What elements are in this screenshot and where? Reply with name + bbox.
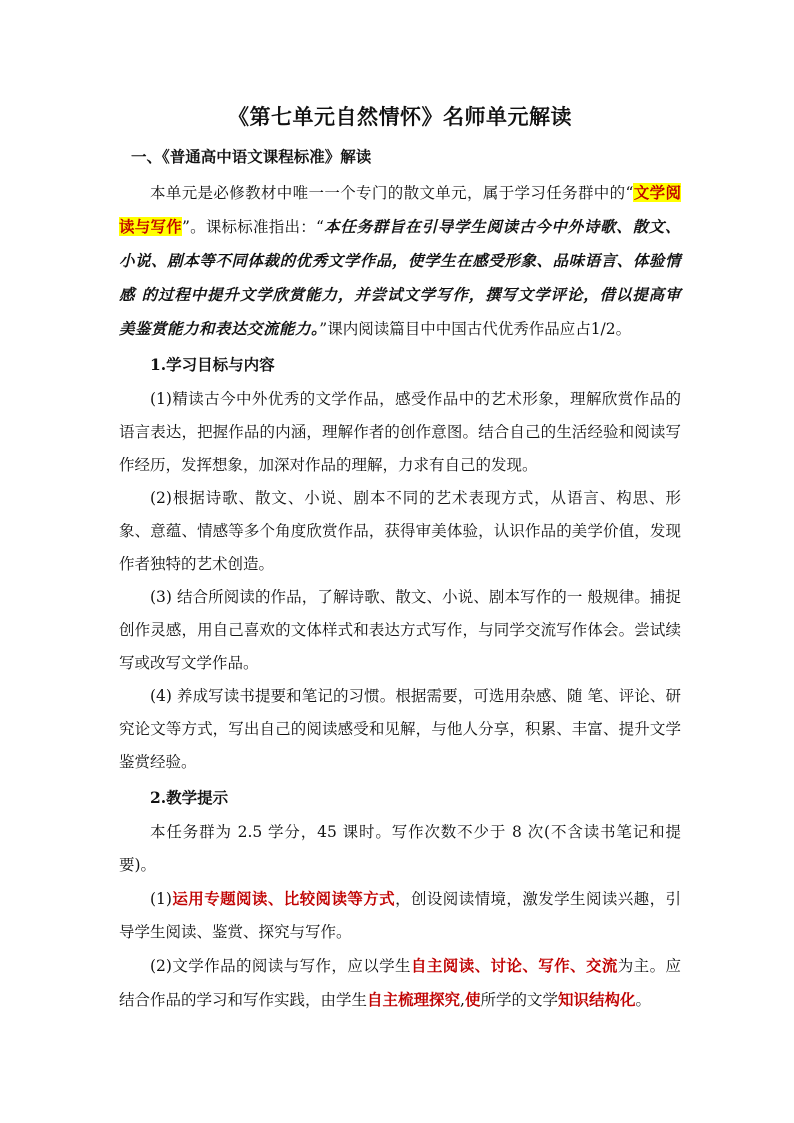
- tip2-text-e: 。: [635, 991, 652, 1009]
- goal-item-4: (4) 养成写读书提要和笔记的习惯。根据需要，可选用杂感、随 笔、评论、研究论文等方式，写出自己的阅读感受和见解，与他人分享，积累、丰富、提升文学鉴赏经验。: [119, 687, 681, 771]
- tip2-text-d: 所学的文学: [480, 991, 558, 1009]
- intro-text-a: 本单元是必修教材中唯一一个专门的散文单元，属于学习任务群中的“: [150, 184, 634, 202]
- highlighted-term: 文学阅读与写作: [119, 183, 681, 236]
- intro-paragraph: [119, 176, 681, 346]
- subheading-goals: 1.学习目标与内容: [150, 355, 275, 374]
- tip2-emphasis-2: 自主梳理探究: [367, 990, 461, 1009]
- tip2-emphasis-3: 使: [464, 990, 481, 1009]
- intro-text-c: ”课内阅读篇目中中国古代优秀作品应占1/2。: [319, 320, 632, 338]
- tips-intro: 本任务群为 2.5 学分，45 课时。写作次数不少于 8 次(不含读书笔记和提要)。: [119, 823, 681, 874]
- tip1-text: ，创设阅读情境，激发学生阅读兴趣，引导学生阅读、鉴赏、探究与写作。: [119, 890, 681, 941]
- document-body: [119, 100, 681, 1017]
- section-heading: 一、《普通高中语文课程标准》解读: [131, 147, 372, 166]
- tip2-text-c: ,: [460, 991, 465, 1009]
- goal-item-3: (3) 结合所阅读的作品，了解诗歌、散文、小说、剧本写作的一 般规律。捕捉创作灵感，用自己喜欢的文体样式和表达方式写作，与同学交流写作体会。尝试续写或改写文学作品。: [119, 588, 681, 672]
- tip-item-2: [119, 949, 681, 1017]
- tip1-emphasis: 运用专题阅读、比较阅读等方式: [171, 889, 396, 908]
- tip2-text-b: 为主。应结合作品的学习和写作实践，由学生: [119, 957, 681, 1009]
- standard-quote: 本任务群旨在引导学生阅读古今中外诗歌、散文、小说、剧本等不同体裁的优秀文学作品，使学生在感受形象、品味语言、体验情感 的过程中提升文学欣赏能力，并尝试文学写作，撰写文学评论，借以提高审美鉴赏能力和表达交流能力。: [119, 217, 681, 338]
- tip1-prefix: (1): [150, 890, 172, 908]
- page-title: 《第七单元自然情怀》名师单元解读: [228, 104, 572, 129]
- tip-item-1: [119, 882, 681, 949]
- tip2-emphasis-4: 知识结构化: [558, 990, 636, 1009]
- tip2-emphasis-1: 自主阅读、讨论、写作、交流: [410, 956, 618, 975]
- subheading-tips: 2.教学提示: [150, 788, 229, 807]
- goal-item-1: (1)精读古今中外优秀的文学作品，感受作品中的艺术形象，理解欣赏作品的语言表达，把握作品的内涵，理解作者的创作意图。结合自己的生活经验和阅读写作经历，发挥想象，加深对作品的理解，力求有自己的发现。: [119, 390, 681, 474]
- intro-text-b: ”。课标标准指出：“: [181, 218, 324, 236]
- tip2-text-a: (2)文学作品的阅读与写作，应以学生: [150, 957, 411, 975]
- goal-item-2: (2)根据诗歌、散文、小说、剧本不同的艺术表现方式，从语言、构思、形象、意蕴、情感等多个角度欣赏作品，获得审美体验，认识作品的美学价值，发现作者独特的艺术创造。: [119, 489, 681, 573]
